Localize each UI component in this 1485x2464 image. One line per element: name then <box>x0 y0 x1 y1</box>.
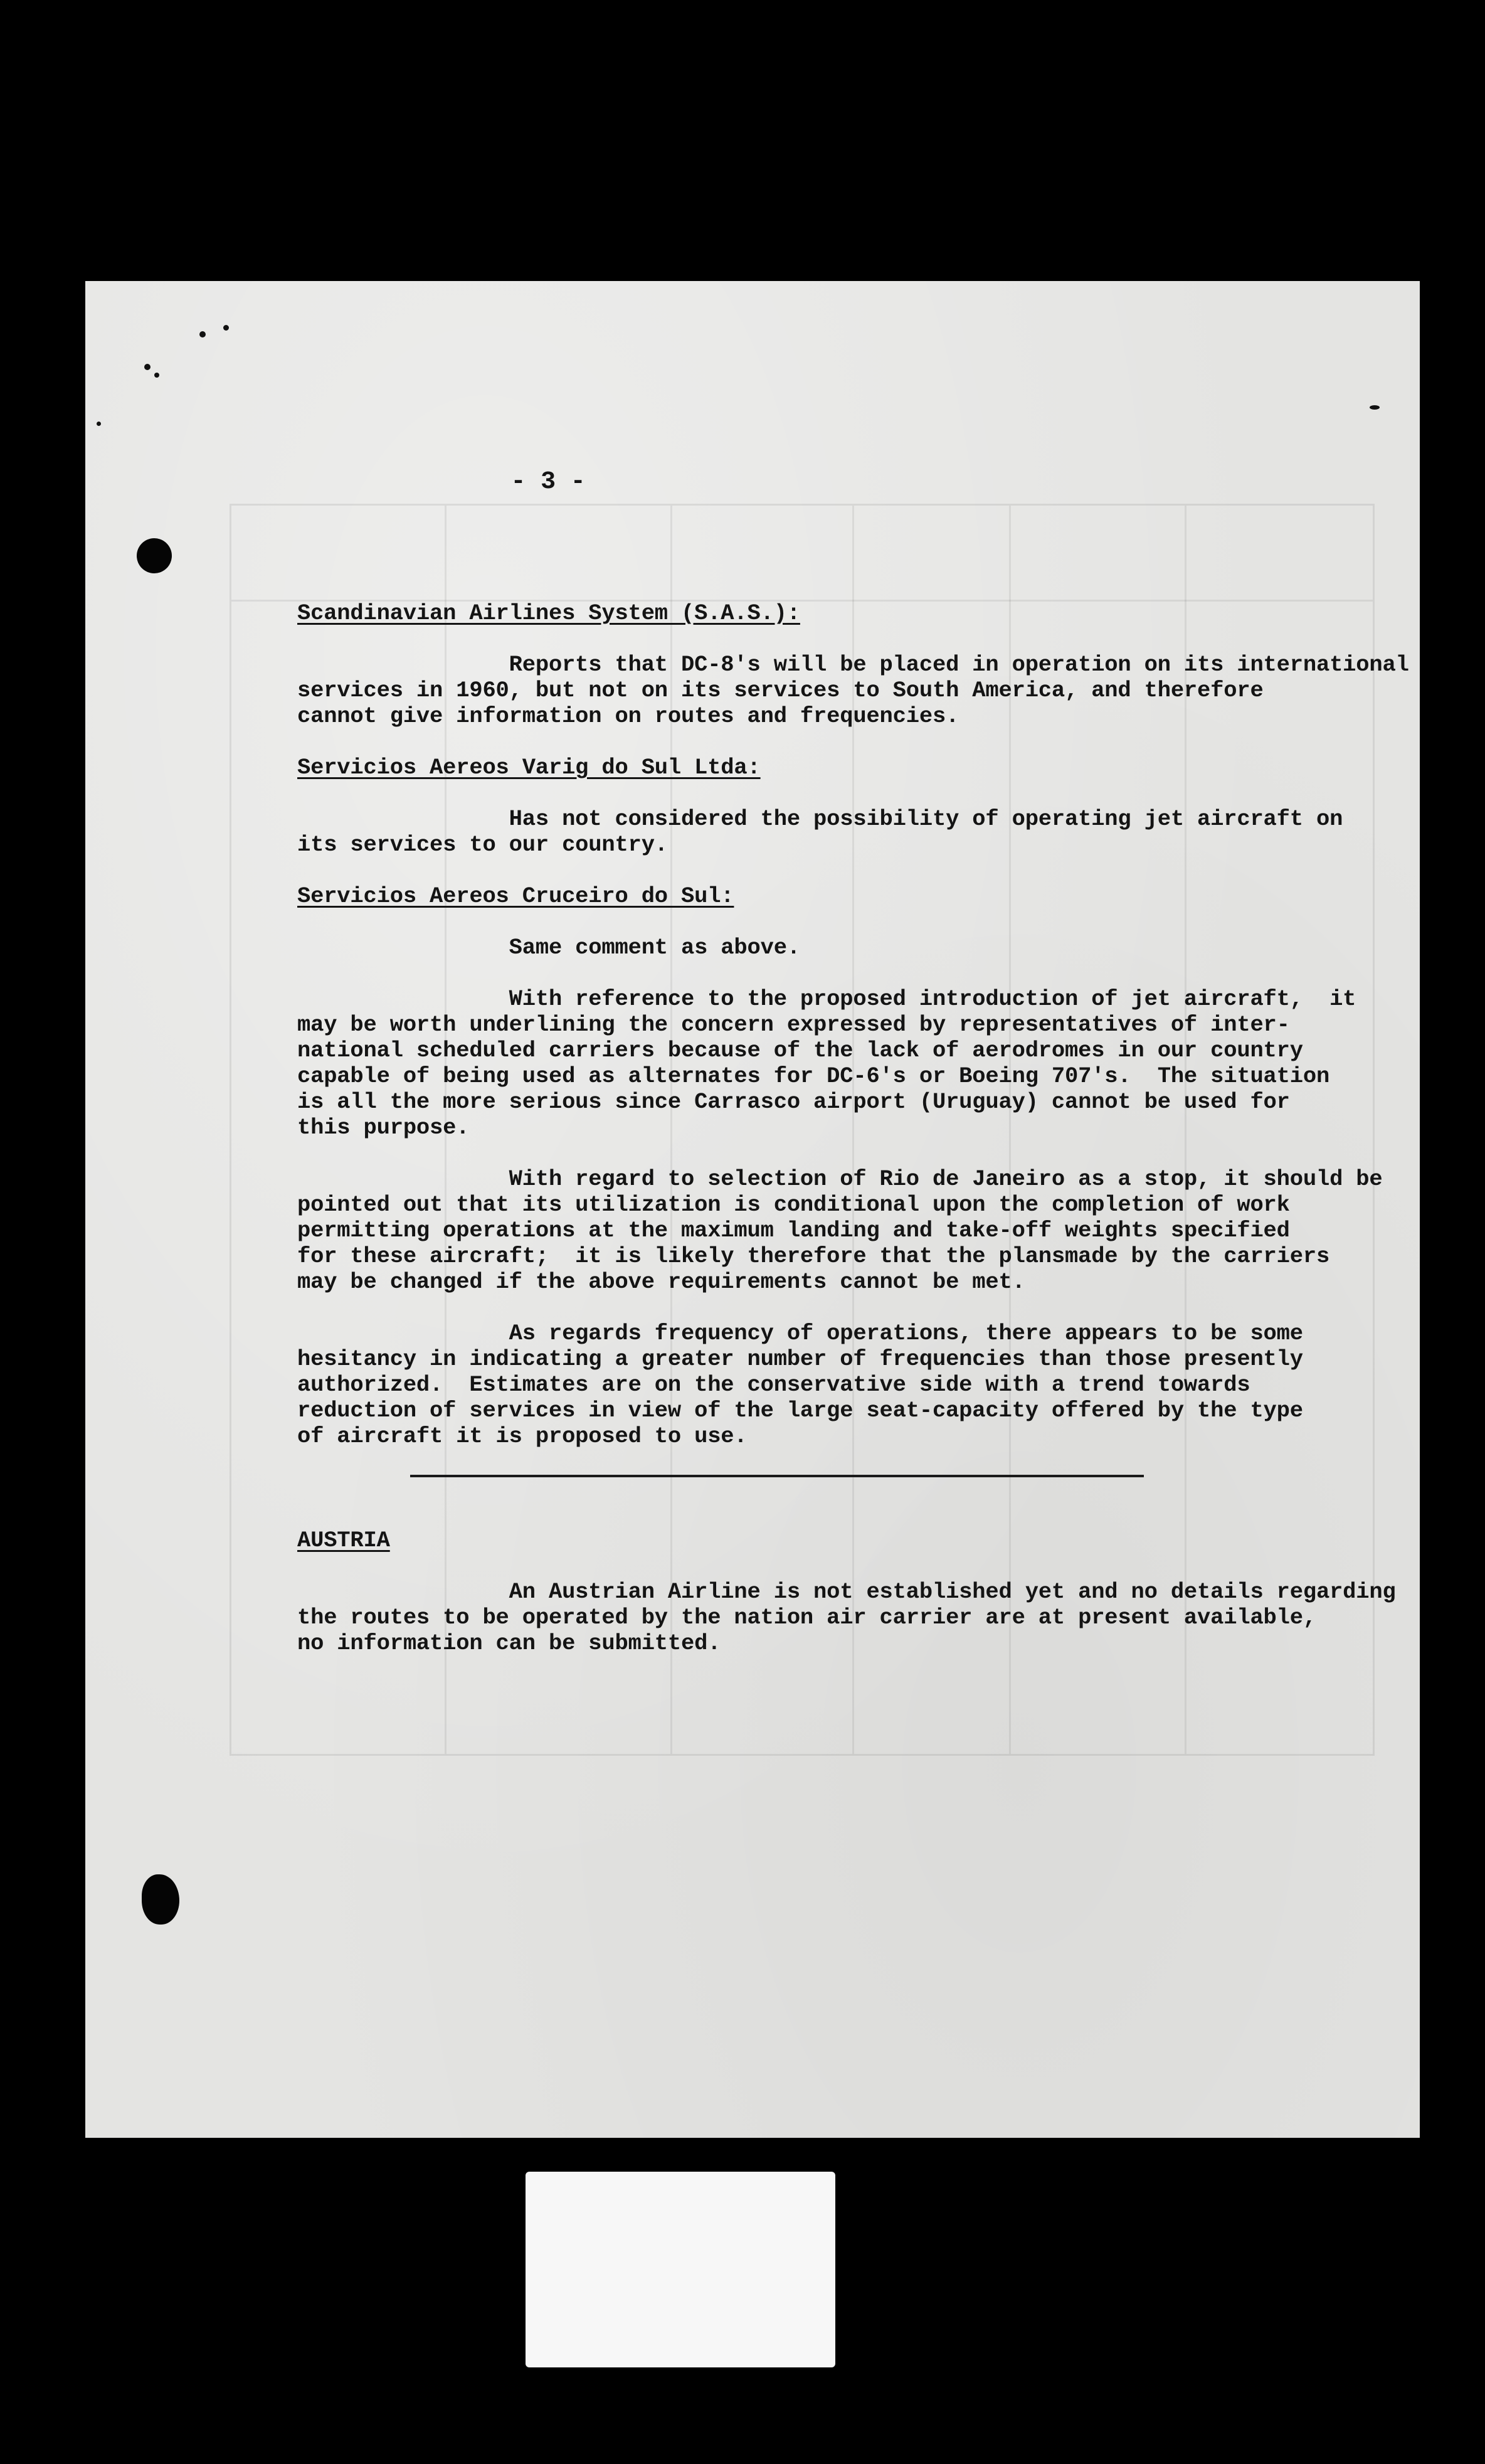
section-heading-varig: Servicios Aereos Varig do Sul Ltda: <box>297 755 761 780</box>
speck <box>199 331 206 337</box>
archive-label-card <box>526 2172 835 2367</box>
section-heading-cruceiro: Servicios Aereos Cruceiro do Sul: <box>297 883 734 909</box>
punch-hole <box>142 1874 179 1925</box>
paragraph: With reference to the proposed introduction of jet aircraft, it may be worth underlining the concern expressed by representatives of inter- national scheduled carriers because of the lack of aerodromes in our country capable of being used as alternates for DC-6's or Boeing 707's. The situation is all the more serious since Carrasco airport (Uruguay) cannot be used for this purpose. <box>297 986 1356 1140</box>
speck <box>154 373 159 378</box>
paragraph: As regards frequency of operations, there appears to be some hesitancy in indicating a greater number of frequencies than those presently authorized. Estimates are on the conservative side with a trend towards reduction of services in view of the large seat-capacity offered by the type of aircraft it is proposed to use. <box>297 1320 1303 1449</box>
paragraph: Has not considered the possibility of operating jet aircraft on its services to our country. <box>297 806 1343 858</box>
punch-hole <box>137 538 172 573</box>
paragraph: Same comment as above. <box>297 935 800 960</box>
speck <box>223 325 229 331</box>
section-heading-austria: AUSTRIA <box>297 1527 390 1553</box>
speck <box>1370 405 1380 410</box>
speck <box>97 422 101 426</box>
paragraph: Reports that DC-8's will be placed in operation on its international services in 1960, but not on its services to South America, and therefore cannot give information on routes and frequencies. <box>297 652 1409 729</box>
paragraph: An Austrian Airline is not established yet and no details regarding the routes to be operated by the nation air carrier are at present available, no information can be submitted. <box>297 1579 1396 1656</box>
section-heading-sas: Scandinavian Airlines System (S.A.S.): <box>297 600 800 626</box>
page-number: - 3 - <box>510 468 586 496</box>
horizontal-rule <box>410 1475 1144 1477</box>
paragraph: With regard to selection of Rio de Janeiro as a stop, it should be pointed out that its utilization is conditional upon the completion of work permitting operations at the maximum landing and take-off weights specified for these aircraft; it is likely therefore that the plansmade by the carriers may be changed if the above requirements cannot be met. <box>297 1166 1383 1295</box>
document-body <box>297 469 1414 1682</box>
document-page <box>85 281 1420 2138</box>
speck <box>144 364 151 370</box>
